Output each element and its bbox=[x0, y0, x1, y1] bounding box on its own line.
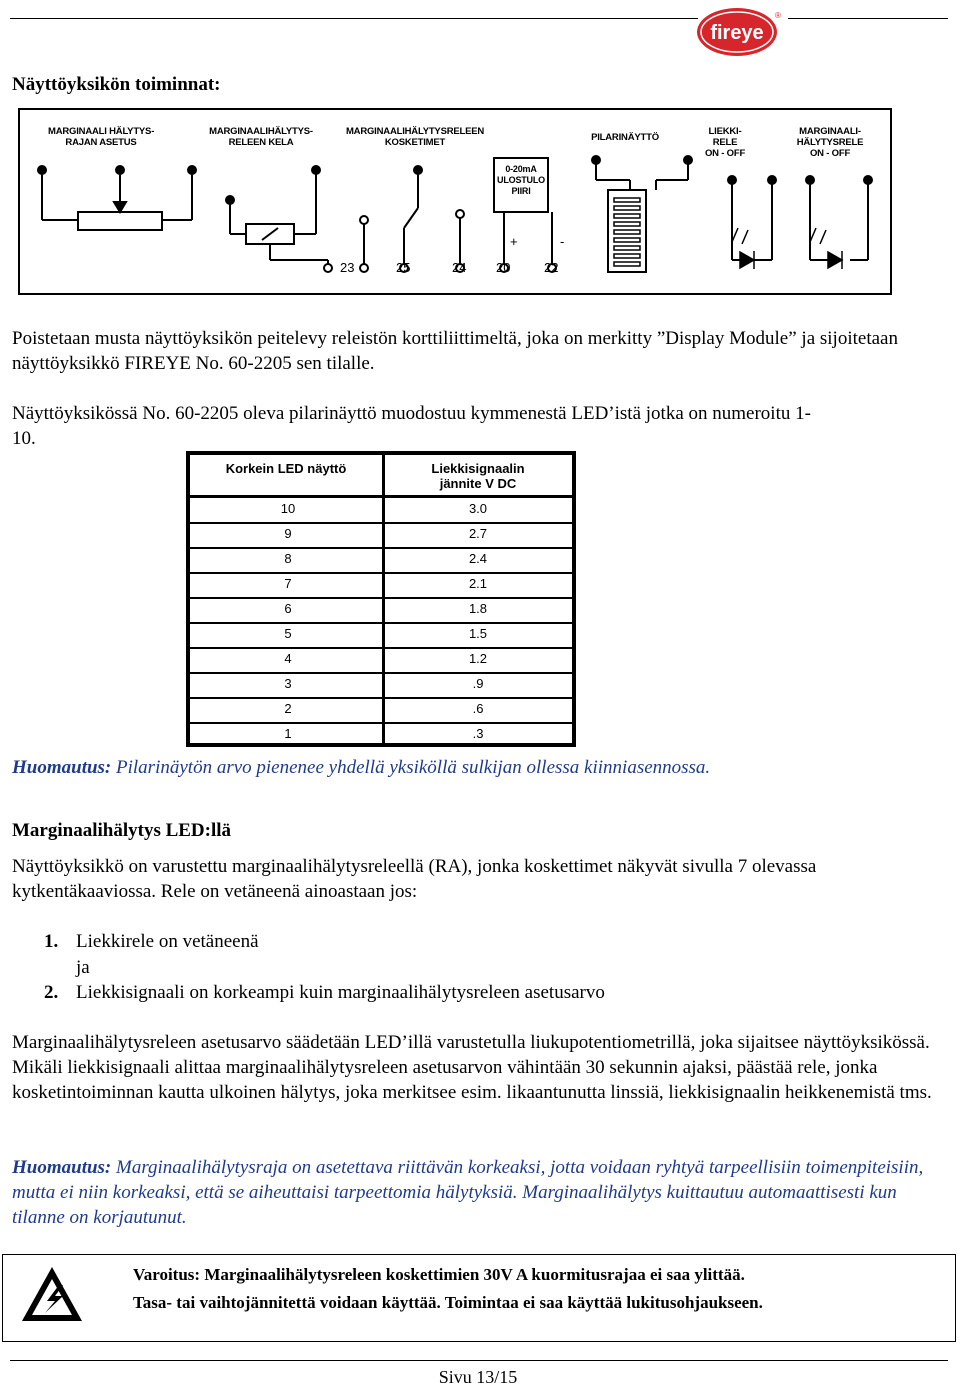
table-row-divider bbox=[190, 697, 572, 699]
table-cell-led: 5 bbox=[284, 626, 292, 641]
table-cell-led: 2 bbox=[284, 701, 292, 716]
display-unit-diagram bbox=[18, 108, 892, 295]
note-text: Pilarinäytön arvo pienenee yhdellä yksiköllä sulkijan ollessa kiinniasennossa. bbox=[116, 757, 711, 778]
margin-alarm-heading: Marginaalihälytys LED:llä bbox=[12, 820, 232, 841]
logo-text: fireye bbox=[710, 22, 764, 44]
table-cell-voltage: 1.2 bbox=[468, 651, 488, 666]
table-row-divider bbox=[190, 672, 572, 674]
table-cell-voltage: 1.5 bbox=[468, 626, 488, 641]
logo-registered: ® bbox=[775, 11, 781, 20]
condition-list bbox=[44, 929, 605, 1006]
table-cell-voltage: .9 bbox=[472, 676, 484, 691]
table-row-divider bbox=[190, 597, 572, 599]
relay-paragraph: Näyttöyksikkö on varustettu marginaalihälytysreleellä (RA), jonka koskettimet näkyvät sivulla 7 olevassa kytkentäkaaviossa. Rele on vetäneenä ainoastaan jos: bbox=[12, 856, 817, 902]
table-cell-led: 8 bbox=[284, 551, 292, 566]
table-cell-voltage: 1.8 bbox=[468, 601, 488, 616]
header-rule-right bbox=[788, 18, 948, 19]
intro-paragraph: Poistetaan musta näyttöyksikön peitelevy releistön korttiliittimeltä, joka on merkitty ”Display Module” ja sijoitetaan näyttöyksikkö FIREYE No. 60-2205 sen tilalle. bbox=[12, 328, 898, 374]
table-row-divider bbox=[190, 647, 572, 649]
note-label: Huomautus: bbox=[12, 757, 112, 778]
diagram-label-threshold: MARGINAALI HÄLYTYS- RAJAN ASETUS bbox=[48, 126, 155, 148]
note-threshold bbox=[12, 1155, 948, 1230]
table-cell-led: 4 bbox=[284, 651, 292, 666]
table-row-divider bbox=[190, 722, 572, 724]
table-header-led: Korkein LED näyttö bbox=[225, 461, 347, 476]
table-row-divider bbox=[190, 522, 572, 524]
diagram-label-contacts: MARGINAALIHÄLYTYSRELEEN KOSKETIMET bbox=[345, 126, 485, 148]
table-cell-voltage: .6 bbox=[472, 701, 484, 716]
section-title: Näyttöyksikön toiminnat: bbox=[12, 74, 221, 95]
warning-icon bbox=[19, 1263, 85, 1325]
terminal-22: 22 bbox=[544, 260, 559, 275]
terminal-23: 23 bbox=[340, 260, 355, 275]
diagram-label-coil: MARGINAALIHÄLYTYS- RELEEN KELA bbox=[209, 126, 313, 148]
note-label: Huomautus: bbox=[12, 1157, 112, 1178]
table-cell-led: 6 bbox=[284, 601, 292, 616]
diagram-label-bargraph: PILARINÄYTTÖ bbox=[591, 132, 659, 143]
header-rule bbox=[10, 18, 698, 19]
list-item: 2. Liekkisignaali on korkeampi kuin marginaalihälytysreleen asetusarvo bbox=[44, 982, 605, 1003]
table-cell-led: 10 bbox=[280, 501, 296, 516]
table-cell-led: 3 bbox=[284, 676, 292, 691]
footer-rule bbox=[10, 1360, 948, 1361]
terminal-25: 25 bbox=[396, 260, 411, 275]
setpoint-paragraph: Marginaalihälytysreleen asetusarvo säädetään LED’illä varustetulla liukupotentiometrillä, joka sijaitsee näyttöyksikössä. Mikäli liekkisignaali alittaa marginaalihälytysreleen asetusarvon vähintään 30 sekunnin ajaksi, päästää rele, jonka kosketintoiminnan kautta ulkoinen hälytys, joka merkitsee esim. likaantunutta linssiä, liekkisignaalin heikkenemistä tms. bbox=[12, 1032, 932, 1103]
table-header-voltage: Liekkisignaalin jännite V DC bbox=[431, 461, 525, 491]
table-row-divider bbox=[190, 572, 572, 574]
list-item: ja bbox=[76, 956, 90, 978]
table-cell-led: 9 bbox=[284, 526, 292, 541]
diagram-label-flame-relay: LIEKKI- RELE ON - OFF bbox=[704, 126, 746, 159]
table-cell-led: 1 bbox=[284, 726, 292, 741]
table-row-divider bbox=[190, 547, 572, 549]
table-row-divider bbox=[190, 622, 572, 624]
warning-line-1: Varoitus: Marginaalihälytysreleen koskettimien 30V A kuormitusrajaa ei saa ylittää. bbox=[133, 1265, 745, 1284]
warning-line-2: Tasa- tai vaihtojännitettä voidaan käyttää. Toimintaa ei saa käyttää lukitusohjaukseen. bbox=[133, 1293, 763, 1312]
note-text: Marginaalihälytysraja on asetettava riittävän korkeaksi, jotta voidaan ryhtyä tarpeellisiin toimenpiteisiin, mutta ei niin korkeaksi, että se aiheuttaisi tarpeettomia hälytyksiä. Marginaalihälytys kuittautuu automaattisesti kun tilanne on korjautunut. bbox=[12, 1157, 924, 1228]
table-header-divider bbox=[190, 495, 572, 498]
terminal-20: 20 bbox=[496, 260, 511, 275]
table-cell-voltage: 2.1 bbox=[468, 576, 488, 591]
warning-box bbox=[2, 1254, 956, 1342]
table-cell-voltage: 2.7 bbox=[468, 526, 488, 541]
bargraph-paragraph: Näyttöyksikössä No. 60-2205 oleva pilarinäyttö muodostuu kymmenestä LED’istä jotka on numeroitu 1-10. bbox=[12, 403, 811, 449]
note-bargraph bbox=[12, 755, 948, 780]
table-cell-voltage: .3 bbox=[472, 726, 484, 741]
terminal-24: 24 bbox=[452, 260, 467, 275]
plus-sign: + bbox=[510, 234, 518, 249]
table-col-divider bbox=[382, 455, 385, 743]
page-number: Sivu 13/15 bbox=[438, 1367, 518, 1387]
minus-sign: - bbox=[560, 234, 565, 249]
diagram-label-alarm-relay: MARGINAALI- HÄLYTYSRELE ON - OFF bbox=[796, 126, 864, 159]
table-cell-voltage: 2.4 bbox=[468, 551, 488, 566]
table-cell-led: 7 bbox=[284, 576, 292, 591]
list-item: 1. Liekkirele on vetäneenä bbox=[44, 931, 259, 952]
led-voltage-table bbox=[186, 451, 576, 747]
output-circuit-label: 0-20mA ULOSTULO PIIRI bbox=[497, 164, 545, 196]
table-cell-voltage: 3.0 bbox=[468, 501, 488, 516]
fireye-logo bbox=[696, 6, 782, 58]
